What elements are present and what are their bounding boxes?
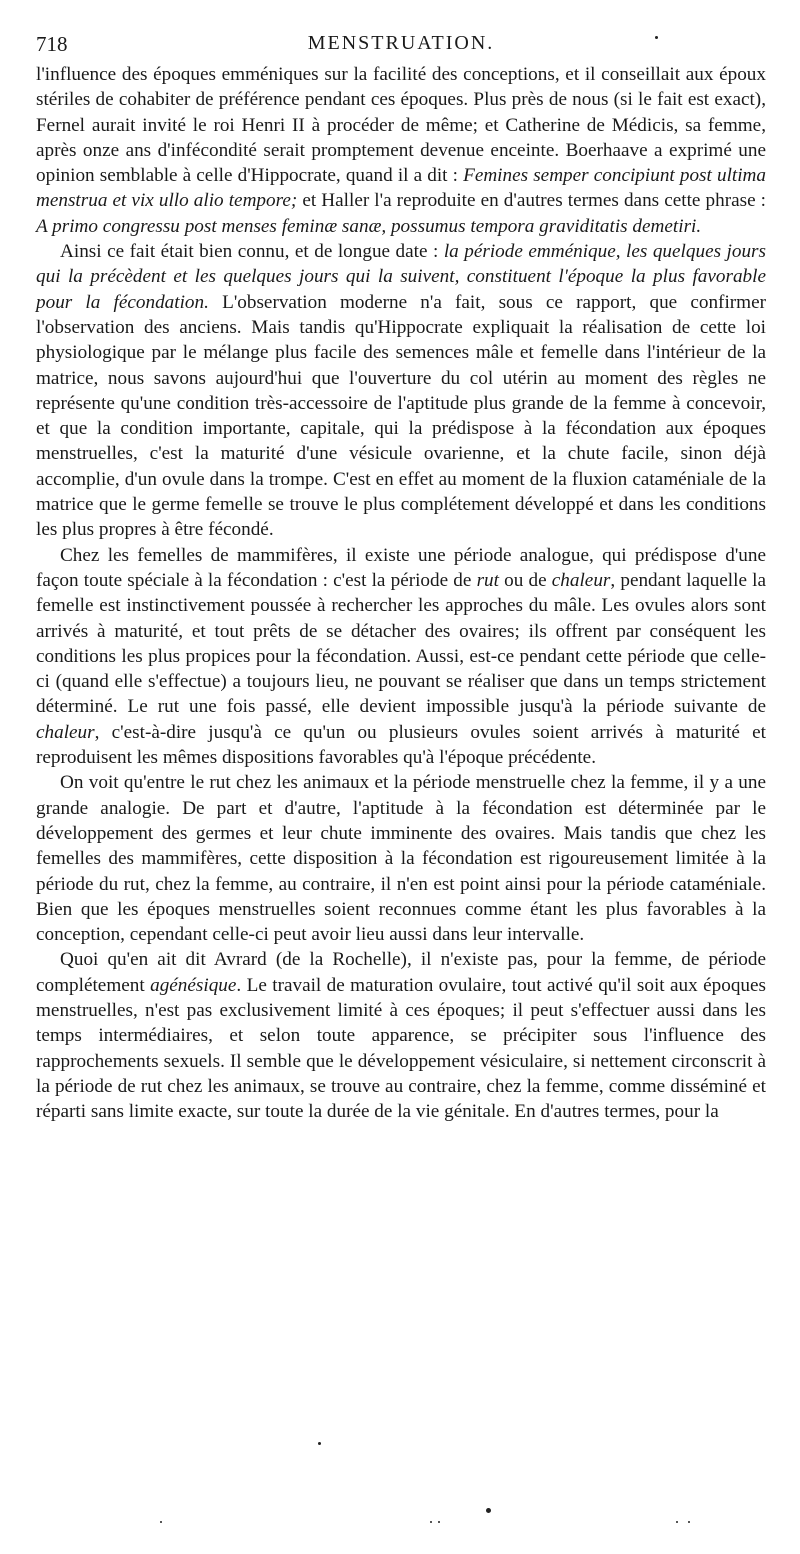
text-run: , pendant laquelle la femelle est instinctivement poussée à rechercher les approches du mâle. Les ovules alors sont arrivés à maturité, et tout prêts de se détacher des ovaires; ils offrent par conséquent les conditions les plus propices pour la fécondation. Aussi, est-ce pendant cette période que celle-ci (quand elle s'effectue) a toujours lieu, ne pouvant se réaliser que dans un temps strictement déterminé. Le rut une fois passé, elle devient impossible jusqu'à la période suivante de (36, 569, 766, 718)
paragraph-3 (36, 543, 766, 771)
italic-text: Femines semper concipiunt post ultima menstrua et vix ullo alio tempore; (36, 165, 767, 212)
text-run: Chez les femelles de mammifères, il existe une période analogue, qui prédispose d'une façon toute spéciale à la fécondation : c'est la période de (36, 544, 766, 591)
page-header (36, 28, 766, 62)
italic-text: A primo congressu post menses feminæ sanæ, possumus tempora graviditatis demetiri. (36, 215, 702, 237)
italic-text: chaleur (36, 721, 95, 743)
text-run: On voit qu'entre le rut chez les animaux et la période menstruelle chez la femme, il y a une grande analogie. De part et d'autre, l'aptitude à la fécondation est déterminée par le développement des germes et leur chute imminente des ovaires. Mais tandis que chez les femelles des mammifères, cette disposition à la fécondation est rigoureusement limitée à la période du rut, chez la femme, au contraire, il n'en est point ainsi pour la période cataméniale. Bien que les époques menstruelles soient reconnues comme étant les plus favorables à la conception, cependant celle-ci peut avoir lieu aussi dans leur intervalle. (36, 772, 766, 946)
body-text (36, 62, 766, 1124)
paragraph-2 (36, 239, 766, 543)
document-page (36, 28, 766, 1124)
italic-text: chaleur (551, 569, 611, 591)
text-run: L'observation moderne n'a fait, sous ce rapport, que confirmer l'observation des anciens. Mais tandis qu'Hippocrate expliquait la réalisation de cette loi physiologique par le mélange plus facile des semences mâle et femelle dans l'intérieur de la matrice, nous savons aujourd'hui que l'ouverture du col utérin au moment des règles ne représente qu'une condition très-accessoire de l'aptitude plus grande de la femme à concevoir, et que la condition importante, capitale, qui la prédispose à la fécondation aux époques menstruelles, c'est la maturité d'une vésicule ovarienne, et la chute facile, sinon déjà accomplie, d'un ovule dans la trompe. C'est en effet au moment de la fluxion cataméniale de la matrice que le germe femelle se trouve le plus complétement développé et dans les conditions les plus propres à être fécondé. (36, 291, 766, 541)
italic-text: agénésique (150, 974, 237, 996)
paragraph-1 (36, 62, 766, 239)
italic-text: rut (476, 569, 499, 591)
text-run: l'influence des époques emméniques sur la facilité des conceptions, et il conseillait aux époux stériles de cohabiter de préférence pendant ces époques. Plus près de nous (si le fait est exact), Fernel aurait invité le roi Henri II à procéder de même; et Catherine de Médicis, sa femme, après onze ans d'infécondité serait promptement devenue enceinte. Boerhaave a exprimé une opinion semblable à celle d'Hippocrate, quand il a dit : (36, 64, 766, 187)
text-run: et Haller l'a reproduite en d'autres termes dans cette phrase : (297, 190, 766, 212)
page-number: 718 (36, 32, 68, 56)
running-title: MENSTRUATION. (307, 32, 495, 54)
text-run: , c'est-à-dire jusqu'à ce qu'un ou plusieurs ovules soient arrivés à maturité et reproduisent les mêmes dispositions favorables qu'à l'époque précédente. (36, 721, 766, 769)
paragraph-4 (36, 770, 766, 947)
text-run: . Le travail de maturation ovulaire, tout activé qu'il soit aux époques menstruelles, n'est pas exclusivement limité à ces époques; il peut s'effectuer aussi dans les temps intermédiaires, et selon toute apparence, se précipiter sous l'influence des rapprochements sexuels. Il semble que le développement vésiculaire, si nettement circonscrit à la période de rut chez les animaux, se trouve au contraire, chez la femme, comme disséminé et réparti sans limite exacte, sur toute la durée de la vie génitale. En d'autres termes, pour la (36, 974, 766, 1123)
paragraph-5 (36, 947, 766, 1124)
text-run: Ainsi ce fait était bien connu, et de longue date : (60, 241, 444, 263)
italic-text: la période emménique, les quelques jours qui la précèdent et les quelques jours qui la suivent, constituent l'époque la plus favorable pour la fécondation. (36, 241, 766, 313)
text-run: ou de (498, 569, 552, 591)
text-run: Quoi qu'en ait dit Avrard (de la Rochelle), il n'existe pas, pour la femme, de période complétement (36, 949, 766, 996)
